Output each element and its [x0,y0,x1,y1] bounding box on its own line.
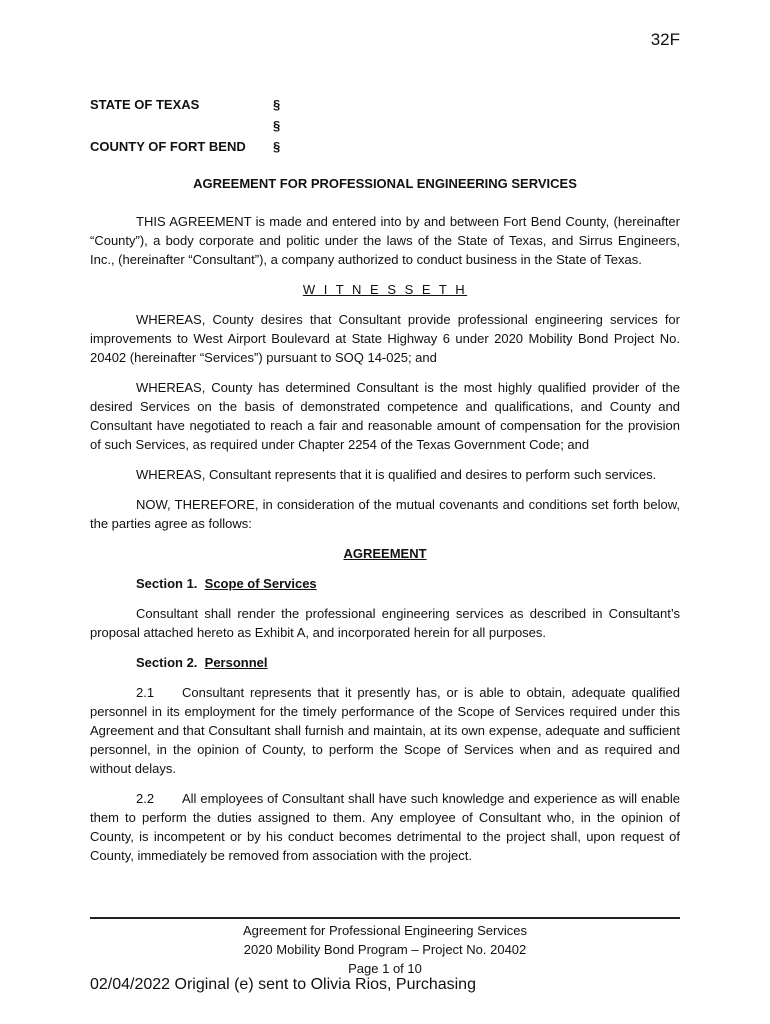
section-symbol: § [273,139,281,154]
clause-2-2 [90,789,680,865]
caption-county: COUNTY OF FORT BEND [90,139,246,154]
section-symbol: § [273,118,281,133]
whereas-paragraph-2: WHEREAS, County has determined Consultant is the most highly qualified provider of the desired Services on the basis of demonstrated competence and qualifications, and County and Consultant have negotiated to reach a fair and reasonable amount of compensation for the provision of such Services, as required under Chapter 2254 of the Texas Government Code; and [90,380,680,452]
section-symbol: § [273,97,281,112]
caption-row [90,115,303,136]
caption-row [90,136,303,157]
footer-page-number: Page 1 of 10 [348,961,422,976]
page-label: 32F [650,30,680,49]
section-1-text: Consultant shall render the professional engineering services as described in Consultant’s proposal attached hereto as Exhibit A, and incorporated herein for all purposes. [90,606,680,640]
document-title: AGREEMENT FOR PROFESSIONAL ENGINEERING SERVICES [193,176,577,191]
intro-paragraph: THIS AGREEMENT is made and entered into by and between Fort Bend County, (hereinafter “County”), a body corporate and politic under the laws of the State of Texas, and Sirrus Engineers, Inc., (hereinafter “Consultant”), a company authorized to conduct business in the State of Texas. [90,214,680,267]
caption-blank [90,115,273,136]
clause-2-1 [90,683,680,778]
section-2-title: Personnel [204,655,268,670]
footer-line-1: Agreement for Professional Engineering Services [243,923,527,938]
section-2-heading [136,653,680,672]
witnesseth-heading: W I T N E S S E T H [302,282,468,297]
now-therefore-paragraph: NOW, THEREFORE, in consideration of the mutual covenants and conditions set forth below, the parties agree as follows: [90,497,680,531]
section-1-title: Scope of Services [204,576,317,591]
section-1-heading [136,574,680,593]
caption-row [90,94,303,115]
clause-number: 2.1 [136,685,155,700]
distribution-stamp: 02/04/2022 Original (e) sent to Olivia Rios, Purchasing [90,976,476,993]
whereas-paragraph-1: WHEREAS, County desires that Consultant provide professional engineering services for improvements to West Airport Boulevard at State Highway 6 under 2020 Mobility Bond Project No. 20402 (hereinafter “Services”) pursuant to SOQ 14-025; and [90,312,680,365]
footer-divider [90,917,680,919]
section-2-label: Section 2. [136,655,198,670]
agreement-heading: AGREEMENT [343,546,427,561]
whereas-paragraph-3: WHEREAS, Consultant represents that it is qualified and desires to perform such services. [136,467,657,482]
clause-text: Consultant represents that it presently has, or is able to obtain, adequate qualified personnel in its employment for the timely performance of the Scope of Services required under this Agreement and that Consultant shall furnish and maintain, at its own expense, adequate and sufficient personnel, in the opinion of County, to perform the Scope of Services when and as required and without delays. [90,685,680,776]
clause-text: All employees of Consultant shall have such knowledge and experience as will enable them to perform the duties assigned to them. Any employee of Consultant who, in the opinion of County, is incompetent or by his conduct becomes detrimental to the project shall, upon request of County, immediately be removed from association with the project. [90,791,680,863]
document-body [90,212,680,876]
footer-line-2: 2020 Mobility Bond Program – Project No. 20402 [243,942,527,957]
page-footer [90,921,680,978]
caption-block [90,94,303,157]
section-1-label: Section 1. [136,576,198,591]
caption-state: STATE OF TEXAS [90,97,200,112]
clause-number: 2.2 [136,791,155,806]
